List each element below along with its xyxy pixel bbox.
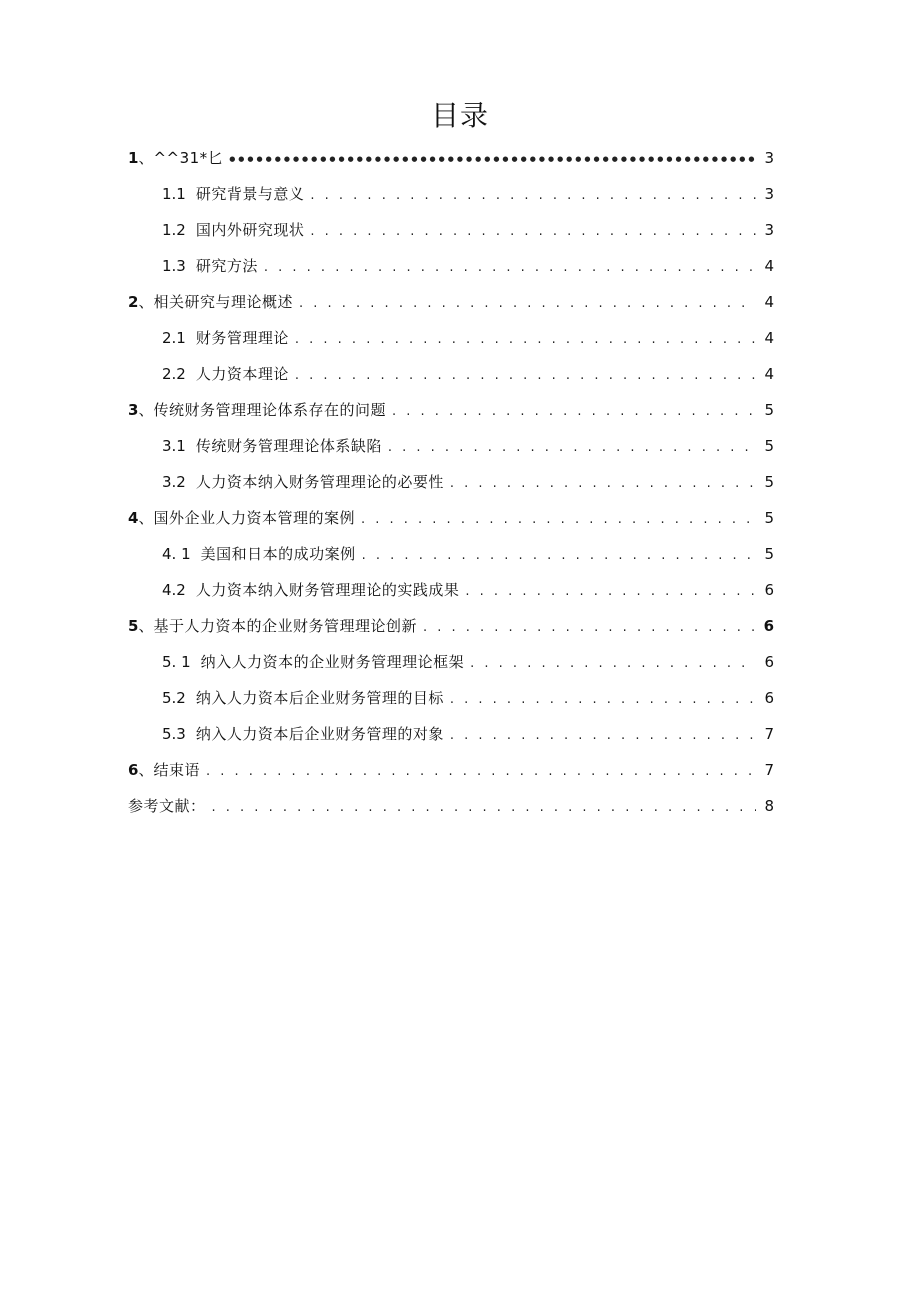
- toc-entry-page-number: 6: [764, 653, 774, 671]
- page-title: 目录: [430, 99, 489, 132]
- dot-leader: [310, 214, 756, 250]
- toc-entry-title: 国内外研究现状: [195, 221, 305, 239]
- toc-entry-number: 3: [128, 401, 139, 419]
- toc-entry-number: 3.1: [162, 437, 186, 455]
- toc-entry[interactable]: [128, 176, 774, 212]
- dot-leader: [264, 250, 756, 286]
- toc-entry-page-number: 7: [764, 725, 774, 743]
- toc-entry[interactable]: [128, 392, 774, 428]
- toc-entry-page-number: 6: [764, 581, 774, 599]
- toc-entry[interactable]: [128, 716, 774, 752]
- toc-entry-page-number: 4: [764, 257, 774, 275]
- toc-entry-number: 4: [128, 509, 139, 527]
- toc-entry[interactable]: [128, 320, 774, 356]
- toc-entry-number: 1: [128, 149, 139, 167]
- toc-entry-number: 5.2: [162, 689, 186, 707]
- toc-entry-number: 1.3: [162, 257, 186, 275]
- toc-entry-title: 人力资本纳入财务管理理论的必要性: [195, 473, 444, 491]
- toc-entry-separator: 、: [138, 617, 154, 635]
- toc-entry-number: 5.3: [162, 725, 186, 743]
- toc-entry-number: 6: [128, 761, 139, 779]
- toc-entry-title: 国外企业人力资本管理的案例: [153, 509, 355, 527]
- toc-entry[interactable]: [128, 608, 774, 644]
- toc-entry-number: 5: [128, 617, 139, 635]
- toc-entry[interactable]: [128, 680, 774, 716]
- toc-entry-separator: 、: [138, 401, 154, 419]
- toc-entry[interactable]: [128, 464, 774, 500]
- dot-leader: [470, 646, 756, 682]
- toc-entry-title: 纳入人力资本后企业财务管理的目标: [195, 689, 444, 707]
- toc-entry-separator: 、: [138, 293, 154, 311]
- toc-entry[interactable]: [128, 140, 774, 176]
- toc-entry-page-number: 4: [764, 365, 774, 383]
- toc-entry-number: 2.2: [162, 365, 186, 383]
- toc-entry-number: 1.2: [162, 221, 186, 239]
- dot-leader: [299, 286, 756, 322]
- dot-leader: [465, 574, 756, 610]
- toc-entry[interactable]: [128, 212, 774, 248]
- toc-entry-page-number: 7: [764, 761, 774, 779]
- toc-entry-title: 纳入人力资本后企业财务管理的对象: [195, 725, 444, 743]
- toc-entry[interactable]: [128, 752, 774, 788]
- toc-entry-page-number: 6: [763, 617, 774, 635]
- toc-entry-number: 2.1: [162, 329, 186, 347]
- dot-leader: [212, 790, 756, 826]
- toc-entry-number: 2: [128, 293, 139, 311]
- toc-entry-number: 4.2: [162, 581, 186, 599]
- toc-entry-page-number: 3: [764, 221, 774, 239]
- toc-entry-title: 纳入人力资本的企业财务管理理论框架: [200, 653, 465, 671]
- toc-entry-number: 4. 1: [162, 545, 191, 563]
- dot-leader: [206, 754, 756, 790]
- toc-entry-separator: 、: [138, 149, 154, 167]
- toc-entry-title: 传统财务管理理论体系缺陷: [195, 437, 382, 455]
- toc-entry-page-number: 5: [764, 473, 774, 491]
- toc-entry-title: 财务管理理论: [195, 329, 289, 347]
- toc-entry-title: 相关研究与理论概述: [153, 293, 293, 311]
- toc-entry-page-number: 6: [764, 689, 774, 707]
- toc-entry[interactable]: [128, 572, 774, 608]
- dot-leader: [229, 141, 756, 178]
- toc-entry-page-number: 8: [764, 797, 774, 815]
- dot-leader: [295, 322, 756, 358]
- toc-entry[interactable]: [128, 356, 774, 392]
- toc-entry-references[interactable]: [128, 788, 774, 824]
- dot-leader: [423, 610, 756, 646]
- dot-leader: [310, 178, 756, 214]
- dot-leader: [362, 538, 756, 574]
- toc-entry[interactable]: [128, 500, 774, 536]
- toc-entry-separator: 、: [138, 761, 154, 779]
- toc-entry-number: 5. 1: [162, 653, 191, 671]
- toc-entry-title: ^^31*匕: [153, 149, 224, 167]
- toc-entry-page-number: 5: [764, 437, 774, 455]
- toc-entry-title: 结束语: [153, 761, 200, 779]
- toc-entry-title: 基于人力资本的企业财务管理理论创新: [153, 617, 417, 635]
- toc-entry[interactable]: [128, 644, 774, 680]
- dot-leader: [450, 466, 756, 502]
- toc-entry-title: 研究方法: [195, 257, 258, 275]
- toc-entry-page-number: 3: [764, 185, 774, 203]
- dot-leader: [388, 430, 756, 466]
- toc-entry-title: 美国和日本的成功案例: [200, 545, 356, 563]
- dot-leader: [295, 358, 756, 394]
- toc-entry-title: 人力资本纳入财务管理理论的实践成果: [195, 581, 460, 599]
- toc-entry-title: 人力资本理论: [195, 365, 289, 383]
- toc-entry-page-number: 3: [764, 149, 774, 167]
- toc-entry-page-number: 4: [764, 329, 774, 347]
- toc-entry-number: 1.1: [162, 185, 186, 203]
- table-of-contents: [128, 140, 774, 824]
- toc-entry[interactable]: [128, 428, 774, 464]
- dot-leader: [361, 502, 756, 538]
- dot-leader: [450, 682, 756, 718]
- toc-entry-page-number: 4: [764, 293, 774, 311]
- toc-entry-title: 参考文献：: [128, 797, 206, 815]
- toc-entry-separator: 、: [138, 509, 154, 527]
- toc-entry-page-number: 5: [764, 401, 774, 419]
- toc-entry-page-number: 5: [764, 545, 774, 563]
- toc-entry[interactable]: [128, 248, 774, 284]
- toc-entry[interactable]: [128, 536, 774, 572]
- toc-entry[interactable]: [128, 284, 774, 320]
- toc-entry-page-number: 5: [764, 509, 774, 527]
- toc-entry-number: 3.2: [162, 473, 186, 491]
- dot-leader: [392, 394, 756, 430]
- dot-leader: [450, 718, 756, 754]
- toc-entry-title: 研究背景与意义: [195, 185, 305, 203]
- toc-entry-title: 传统财务管理理论体系存在的问题: [153, 401, 386, 419]
